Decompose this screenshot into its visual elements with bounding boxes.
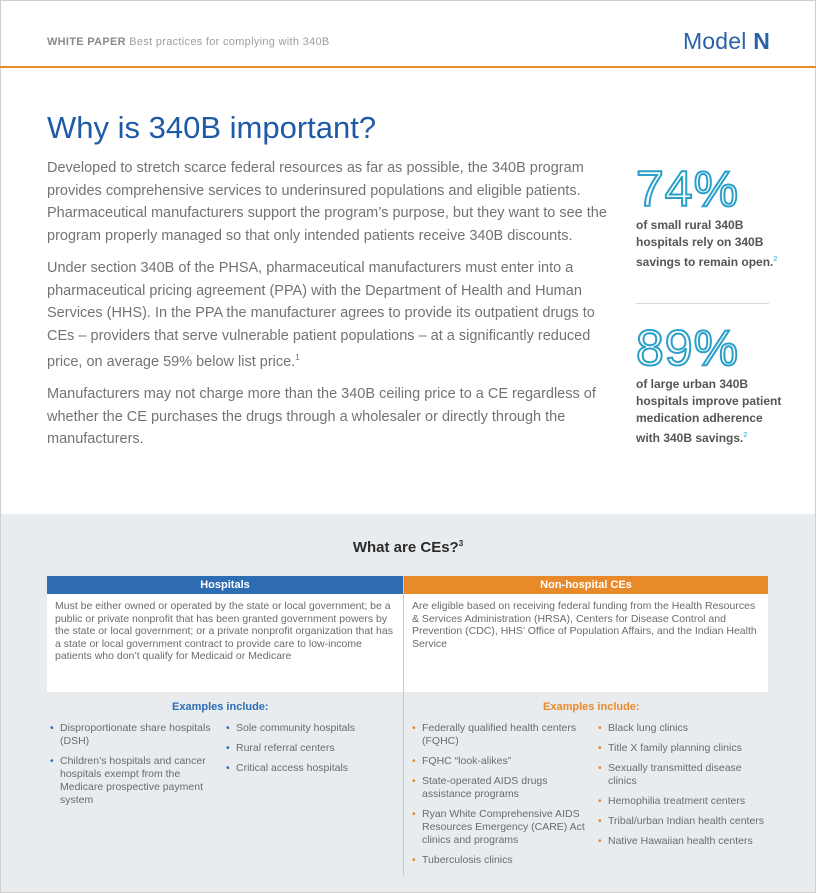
hospitals-examples-heading: Examples include: [172, 701, 269, 713]
hospitals-heading: Hospitals [47, 576, 403, 594]
list-item: • Title X family planning clinics [598, 742, 773, 755]
list-item: • Black lung clinics [598, 722, 773, 735]
hospitals-examples-list-2 [226, 722, 391, 782]
list-item: • Disproportionate share hospitals (DSH) [50, 722, 215, 748]
non-hospital-examples-list-2 [598, 722, 773, 855]
list-item: • FQHC “look-alikes” [412, 755, 592, 768]
stat-description-text: of small rural 340B hospitals rely on 340B savings to remain open. [636, 218, 774, 269]
header-divider [0, 66, 816, 68]
list-item: • Sole community hospitals [226, 722, 391, 735]
non-hospital-heading: Non-hospital CEs [404, 576, 768, 594]
list-item: • Tribal/urban Indian health centers [598, 815, 773, 828]
ces-title-text: What are CEs? [352, 539, 459, 556]
stat-large-urban [636, 322, 786, 447]
page-header [0, 0, 816, 68]
logo-text: Model [682, 28, 747, 54]
stat-divider [636, 303, 769, 304]
list-item: • Ryan White Comprehensive AIDS Resources Emergency (CARE) Act clinics and programs [412, 808, 592, 847]
stat-small-rural [636, 163, 786, 271]
list-item: • State-operated AIDS drugs assistance programs [412, 775, 592, 801]
list-item: • Hemophilia treatment centers [598, 795, 773, 808]
doc-subtitle: Best practices for complying with 340B [129, 36, 330, 48]
stat-description [636, 376, 786, 447]
stat-value: 74% [636, 161, 740, 217]
list-item: • Tuberculosis clinics [412, 854, 592, 867]
list-item: • Native Hawaiian health centers [598, 835, 773, 848]
non-hospital-description: Are eligible based on receiving federal funding from the Health Resources & Services Administration (HRSA), Centers for Disease Control and Prevention (CDC), HHS’ Office of Population Affairs, and the Indian Health Service [412, 600, 757, 650]
logo-letter: N [753, 28, 770, 54]
list-item: • Critical access hospitals [226, 762, 391, 775]
doc-type: WHITE PAPER [47, 36, 126, 48]
stat-footnote: 2 [773, 256, 778, 263]
hospitals-examples-list-1 [50, 722, 215, 814]
page-title: Why is 340B important? [47, 110, 377, 145]
model-n-logo [683, 28, 770, 55]
list-item: • Sexually transmitted disease clinics [598, 762, 773, 788]
paragraph-2 [47, 257, 607, 373]
paragraph-3: Manufacturers may not charge more than the 340B ceiling price to a CE regardless of whether the CE purchases the drugs through a wholesaler or directly through the manufacturers. [47, 386, 596, 448]
column-separator [403, 576, 404, 876]
stat-footnote: 2 [743, 432, 748, 439]
stat-description-text: of large urban 340B hospitals improve patient medication adherence with 340B savings. [636, 377, 782, 445]
list-item: • Children’s hospitals and cancer hospitals exempt from the Medicare prospective payment system [50, 755, 215, 807]
paragraph-2-footnote: 1 [295, 353, 300, 362]
list-item: • Rural referral centers [226, 742, 391, 755]
header-label [47, 36, 330, 48]
ces-title [0, 539, 816, 556]
non-hospital-examples-heading: Examples include: [543, 701, 640, 713]
hospitals-description: Must be either owned or operated by the state or local government; be a public or private nonprofit that has been granted government powers by the state or local government; or a private nonprofit organization that has a state or local government contract to provide care to low-income patients who don’t qualify for Medicaid or Medicare [55, 600, 393, 662]
paragraph-1: Developed to stretch scarce federal resources as far as possible, the 340B program provides comprehensive services to underinsured populations and eligible patients. Pharmaceutical manufacturers support the program’s purpose, but they want to see the program properly managed so that only intended patients receive 340B discounts. [47, 160, 607, 244]
list-item: • Federally qualified health centers (FQHC) [412, 722, 592, 748]
non-hospital-examples-list-1 [412, 722, 592, 874]
stat-value: 89% [636, 320, 740, 376]
body-text [47, 157, 607, 461]
hospitals-column [47, 576, 403, 692]
ces-title-footnote: 3 [458, 539, 464, 548]
stat-description [636, 217, 786, 271]
paragraph-2-text: Under section 340B of the PHSA, pharmaceutical manufacturers must enter into a pharmaceutical pricing agreement (PPA) with the Department of Health and Human Services (HHS). In the PPA the manufacturer agrees to provide its outpatient drugs to CEs – providers that serve vulnerable patient populations – at a significantly reduced price, on average 59% below list price. [47, 260, 595, 370]
non-hospital-column [404, 576, 768, 692]
